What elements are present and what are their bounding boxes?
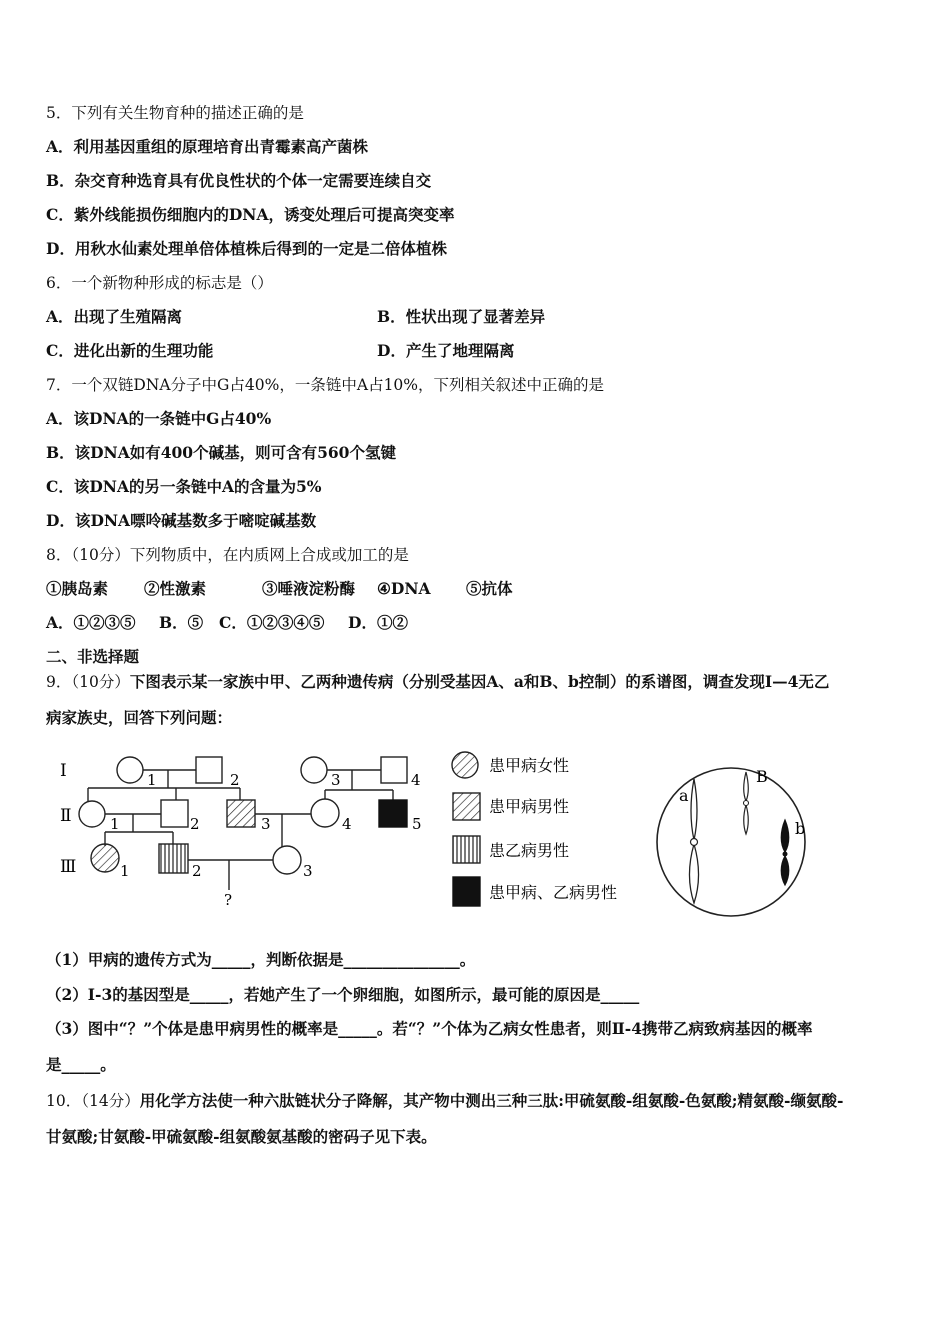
q5-option-d: D．用秋水仙素处理单倍体植株后得到的一定是二倍体植株 (46, 239, 447, 258)
q6-option-a: A．出现了生殖隔离 (46, 307, 183, 326)
q8-items (46, 579, 513, 599)
q5-option-a: A．利用基因重组的原理培育出青霉素高产菌株 (46, 137, 369, 156)
ind-label-II-4: 4 (342, 815, 352, 833)
q9-sub3-line1: （3）图中“？”个体是患甲病男性的概率是_____。若“？”个体为乙病女性患者，则Ⅱ-4携带乙病致病基因的概率 (46, 1019, 813, 1038)
q9-number: 9．（10分） (46, 673, 130, 691)
ind-label-III-2: 2 (192, 862, 202, 880)
q9-text: 下图表示某一家族中甲、乙两种遗传病（分别受基因A、a和B、b控制）的系谱图，调查发现Ⅰ—4无乙 (129, 672, 830, 691)
q9-stem-line2: 病家族史，回答下列问题： (46, 708, 233, 727)
unknown-individual: ? (224, 891, 233, 909)
chromosome-label-B: B (756, 767, 768, 786)
q9-sub2: （2）Ⅰ-3的基因型是_____，若她产生了一个卵细胞，如图所示，最可能的原因是_____ (46, 985, 640, 1004)
legend-male-b: 患乙病男性 (489, 841, 570, 860)
q8-option-b: B．⑤ (159, 613, 204, 632)
chromosome-label-a: a (679, 786, 689, 805)
gen-label-2: Ⅱ (60, 806, 72, 826)
q9-sub3-line2: 是_____。 (46, 1055, 116, 1074)
q7-option-a: A．该DNA的一条链中G占40% (46, 409, 272, 428)
legend-female-a: 患甲病女性 (489, 756, 570, 775)
q8-number: 8．（10分） (46, 546, 130, 564)
q8-stem (46, 545, 409, 565)
ind-label-II-3: 3 (261, 815, 271, 833)
q5-stem: 5．下列有关生物育种的描述正确的是 (46, 104, 304, 122)
q7-option-b: B．该DNA如有400个碱基，则可含有560个氢键 (46, 443, 396, 462)
q8-text: 下列物质中，在内质网上合成或加工的是 (129, 546, 409, 564)
legend-male-ab: 患甲病、乙病男性 (489, 883, 618, 902)
q10-stem-line1 (46, 1091, 843, 1111)
gen-label-1: Ⅰ (60, 761, 67, 781)
q7-option-d: D．该DNA嘌呤碱基数多于嘧啶碱基数 (46, 511, 317, 530)
q6-stem: 6．一个新物种形成的标志是（） (46, 274, 273, 292)
ind-label-I-4: 4 (411, 771, 421, 789)
ind-label-III-3: 3 (303, 862, 313, 880)
section-heading-2: 二、非选择题 (46, 647, 140, 666)
q8-item-3: ③唾液淀粉酶 (262, 579, 356, 598)
q8-item-5: ⑤抗体 (466, 579, 513, 598)
pedigree-figure (0, 740, 950, 940)
gen-label-3: Ⅲ (60, 857, 77, 877)
ind-label-II-2: 2 (190, 815, 200, 833)
ind-label-II-1: 1 (110, 815, 120, 833)
ind-label-II-5: 5 (412, 815, 422, 833)
q5-option-b: B．杂交育种选育具有优良性状的个体一定需要连续自交 (46, 171, 432, 190)
q10-number: 10．（14分） (46, 1092, 140, 1110)
ind-label-I-3: 3 (331, 771, 341, 789)
ind-label-I-1: 1 (147, 771, 157, 789)
q6-option-c: C．进化出新的生理功能 (46, 341, 214, 360)
ind-label-I-2: 2 (230, 771, 240, 789)
q5-option-c: C．紫外线能损伤细胞内的DNA，诱变处理后可提高突变率 (46, 205, 455, 224)
legend-male-a: 患甲病男性 (489, 797, 570, 816)
q8-options (46, 613, 408, 633)
q8-option-a: A．①②③⑤ (46, 613, 136, 632)
q8-item-2: ②性激素 (144, 579, 207, 598)
q8-item-1: ①胰岛素 (46, 579, 109, 598)
q7-stem: 7．一个双链DNA分子中G占40%，一条链中A占10%，下列相关叙述中正确的是 (46, 376, 605, 394)
chromosome-label-b: b (795, 819, 806, 838)
q8-item-4: ④DNA (377, 579, 431, 598)
q6-option-b: B．性状出现了显著差异 (377, 307, 546, 326)
q6-option-d: D．产生了地理隔离 (377, 341, 515, 360)
q9-sub1: （1）甲病的遗传方式为_____，判断依据是_______________。 (46, 950, 476, 969)
ind-label-III-1: 1 (120, 862, 130, 880)
q10-text: 用化学方法使一种六肽链状分子降解，其产物中测出三种三肽:甲硫氨酸-组氨酸-色氨酸;精氨酸-缬氨酸- (139, 1091, 844, 1110)
q8-option-c: C．①②③④⑤ (219, 613, 325, 632)
q10-stem-line2: 甘氨酸;甘氨酸-甲硫氨酸-组氨酸氨基酸的密码子见下表。 (46, 1127, 437, 1146)
q7-option-c: C．该DNA的另一条链中A的含量为5% (46, 477, 322, 496)
q8-option-d: D．①② (348, 613, 408, 632)
q9-stem-line1 (46, 672, 829, 692)
